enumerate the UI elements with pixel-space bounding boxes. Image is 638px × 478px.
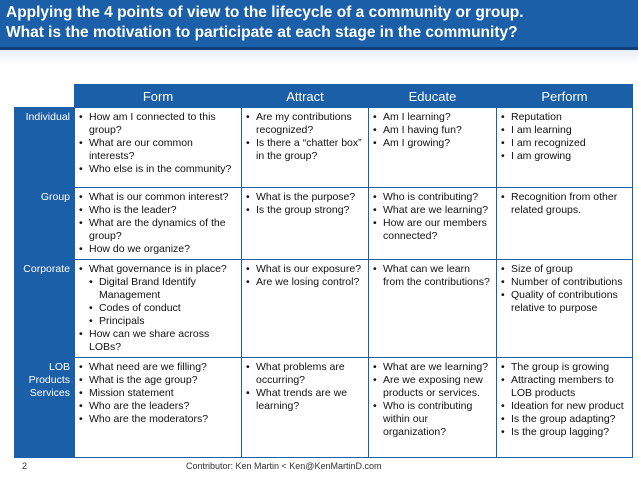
bullet-item: • How am I connected to this group? — [79, 111, 238, 137]
row-header-group — [15, 188, 75, 260]
bullet-list — [246, 263, 365, 289]
bullet-item: • What trends are we learning? — [246, 387, 365, 413]
bullet-item: • What is the purpose? — [246, 191, 365, 204]
slide-title-line-2: What is the motivation to participate at each stage in the community? — [6, 24, 518, 41]
bullet-item: • I am growing — [501, 150, 629, 163]
bullet-item: • What is the age group? — [79, 374, 238, 387]
table-row-group — [15, 188, 633, 260]
bullet-item: • Am I growing? — [373, 137, 493, 150]
row-header-label: Services — [29, 387, 70, 399]
table-cell — [242, 188, 369, 260]
table-cell — [242, 108, 369, 188]
column-header-perform: Perform — [497, 85, 633, 108]
bullet-item: • Number of contributions — [501, 276, 629, 289]
bullet-item: • What is our exposure? — [246, 263, 365, 276]
bullet-item: • Am I learning? — [373, 111, 493, 124]
page-number: 2 — [22, 461, 28, 471]
bullet-item: • Ideation for new product — [501, 400, 629, 413]
row-header-individual — [15, 108, 75, 188]
sub-bullet-item: • Principals — [79, 315, 238, 328]
table-row-individual — [15, 108, 633, 188]
bullet-list — [501, 263, 629, 315]
bullet-item: • Is there a “chatter box” in the group? — [246, 137, 365, 163]
bullet-item: • What are we learning? — [373, 361, 493, 374]
title-underline-stripe — [0, 50, 638, 64]
bullet-item: • What problems are occurring? — [246, 361, 365, 387]
bullet-list — [246, 191, 365, 217]
bullet-item: • How are our members connected? — [373, 217, 493, 243]
bullet-list — [501, 361, 629, 439]
bullet-item: • Are we exposing new products or services. — [373, 374, 493, 400]
bullet-item: • Am I having fun? — [373, 124, 493, 137]
bullet-item: • What are our common interests? — [79, 137, 238, 163]
bullet-item: • Who are the moderators? — [79, 413, 238, 426]
row-header-label: Corporate — [23, 263, 70, 275]
table-cell — [497, 108, 633, 188]
table-cell — [369, 108, 497, 188]
table-cell — [369, 358, 497, 458]
bullet-item: • Who are the leaders? — [79, 400, 238, 413]
lifecycle-table — [14, 84, 633, 458]
contributor-credit: Contributor: Ken Martin < Ken@KenMartinD.com — [186, 461, 382, 471]
bullet-list — [79, 361, 238, 426]
bullet-item: • Who is the leader? — [79, 204, 238, 217]
table-cell — [75, 358, 242, 458]
bullet-item: • Reputation — [501, 111, 629, 124]
table-row-corporate — [15, 260, 633, 358]
table-cell — [497, 358, 633, 458]
bullet-list — [79, 263, 238, 354]
row-header-label: Group — [40, 191, 70, 203]
bullet-list — [246, 361, 365, 413]
bullet-item: • Are my contributions recognized? — [246, 111, 365, 137]
bullet-item: • What can we learn from the contributions? — [373, 263, 493, 289]
bullet-item: • Mission statement — [79, 387, 238, 400]
table-cell — [75, 188, 242, 260]
table-cell — [497, 260, 633, 358]
table-header-row — [15, 85, 633, 108]
table-cell — [497, 188, 633, 260]
bullet-item: • Attracting members to LOB products — [501, 374, 629, 400]
bullet-item: • Who is contributing? — [373, 191, 493, 204]
row-header-label: Individual — [25, 111, 70, 123]
bullet-item: • Are we losing control? — [246, 276, 365, 289]
bullet-list — [246, 111, 365, 163]
bullet-item: • What need are we filling? — [79, 361, 238, 374]
bullet-item: • What governance is in place? — [79, 263, 238, 276]
table-cell — [369, 260, 497, 358]
bullet-list — [373, 191, 493, 243]
bullet-item: • Is the group adapting? — [501, 413, 629, 426]
bullet-item: • What are we learning? — [373, 204, 493, 217]
bullet-item: • I am recognized — [501, 137, 629, 150]
bullet-item: • How can we share across LOBs? — [79, 328, 238, 354]
row-header-lob-products-services — [15, 358, 75, 458]
table-cell — [75, 108, 242, 188]
table-cell — [75, 260, 242, 358]
bullet-item: • Quality of contributions relative to purpose — [501, 289, 629, 315]
table-cell — [242, 358, 369, 458]
sub-bullet-item: • Codes of conduct — [79, 302, 238, 315]
bullet-item: • What are the dynamics of the group? — [79, 217, 238, 243]
bullet-item: • Is the group strong? — [246, 204, 365, 217]
column-header-educate: Educate — [369, 85, 497, 108]
column-header-attract: Attract — [242, 85, 369, 108]
table-corner-cell — [15, 85, 75, 108]
bullet-list — [373, 361, 493, 439]
table-cell — [369, 188, 497, 260]
column-header-form: Form — [75, 85, 242, 108]
bullet-list — [79, 111, 238, 176]
bullet-item: • Recognition from other related groups. — [501, 191, 629, 217]
bullet-list — [373, 263, 493, 289]
bullet-item: • I am learning — [501, 124, 629, 137]
sub-bullet-item: • Digital Brand Identify Management — [79, 276, 238, 302]
bullet-list — [501, 111, 629, 163]
table-cell — [242, 260, 369, 358]
bullet-item: • Is the group lagging? — [501, 426, 629, 439]
bullet-list — [79, 191, 238, 256]
bullet-item: • How do we organize? — [79, 243, 238, 256]
bullet-item: • What is our common interest? — [79, 191, 238, 204]
bullet-list — [373, 111, 493, 150]
row-header-label: LOB — [48, 361, 70, 373]
title-bar — [0, 0, 638, 50]
table-body — [15, 108, 633, 458]
bullet-list — [501, 191, 629, 217]
row-header-corporate — [15, 260, 75, 358]
table-row-lob-products-services — [15, 358, 633, 458]
bullet-item: • Who is contributing within our organization? — [373, 400, 493, 439]
bullet-item: • Size of group — [501, 263, 629, 276]
slide-title-line-1: Applying the 4 points of view to the lifecycle of a community or group. — [6, 4, 524, 21]
bullet-item: • The group is growing — [501, 361, 629, 374]
row-header-label: Products — [28, 374, 70, 386]
bullet-item: • Who else is in the community? — [79, 163, 238, 176]
